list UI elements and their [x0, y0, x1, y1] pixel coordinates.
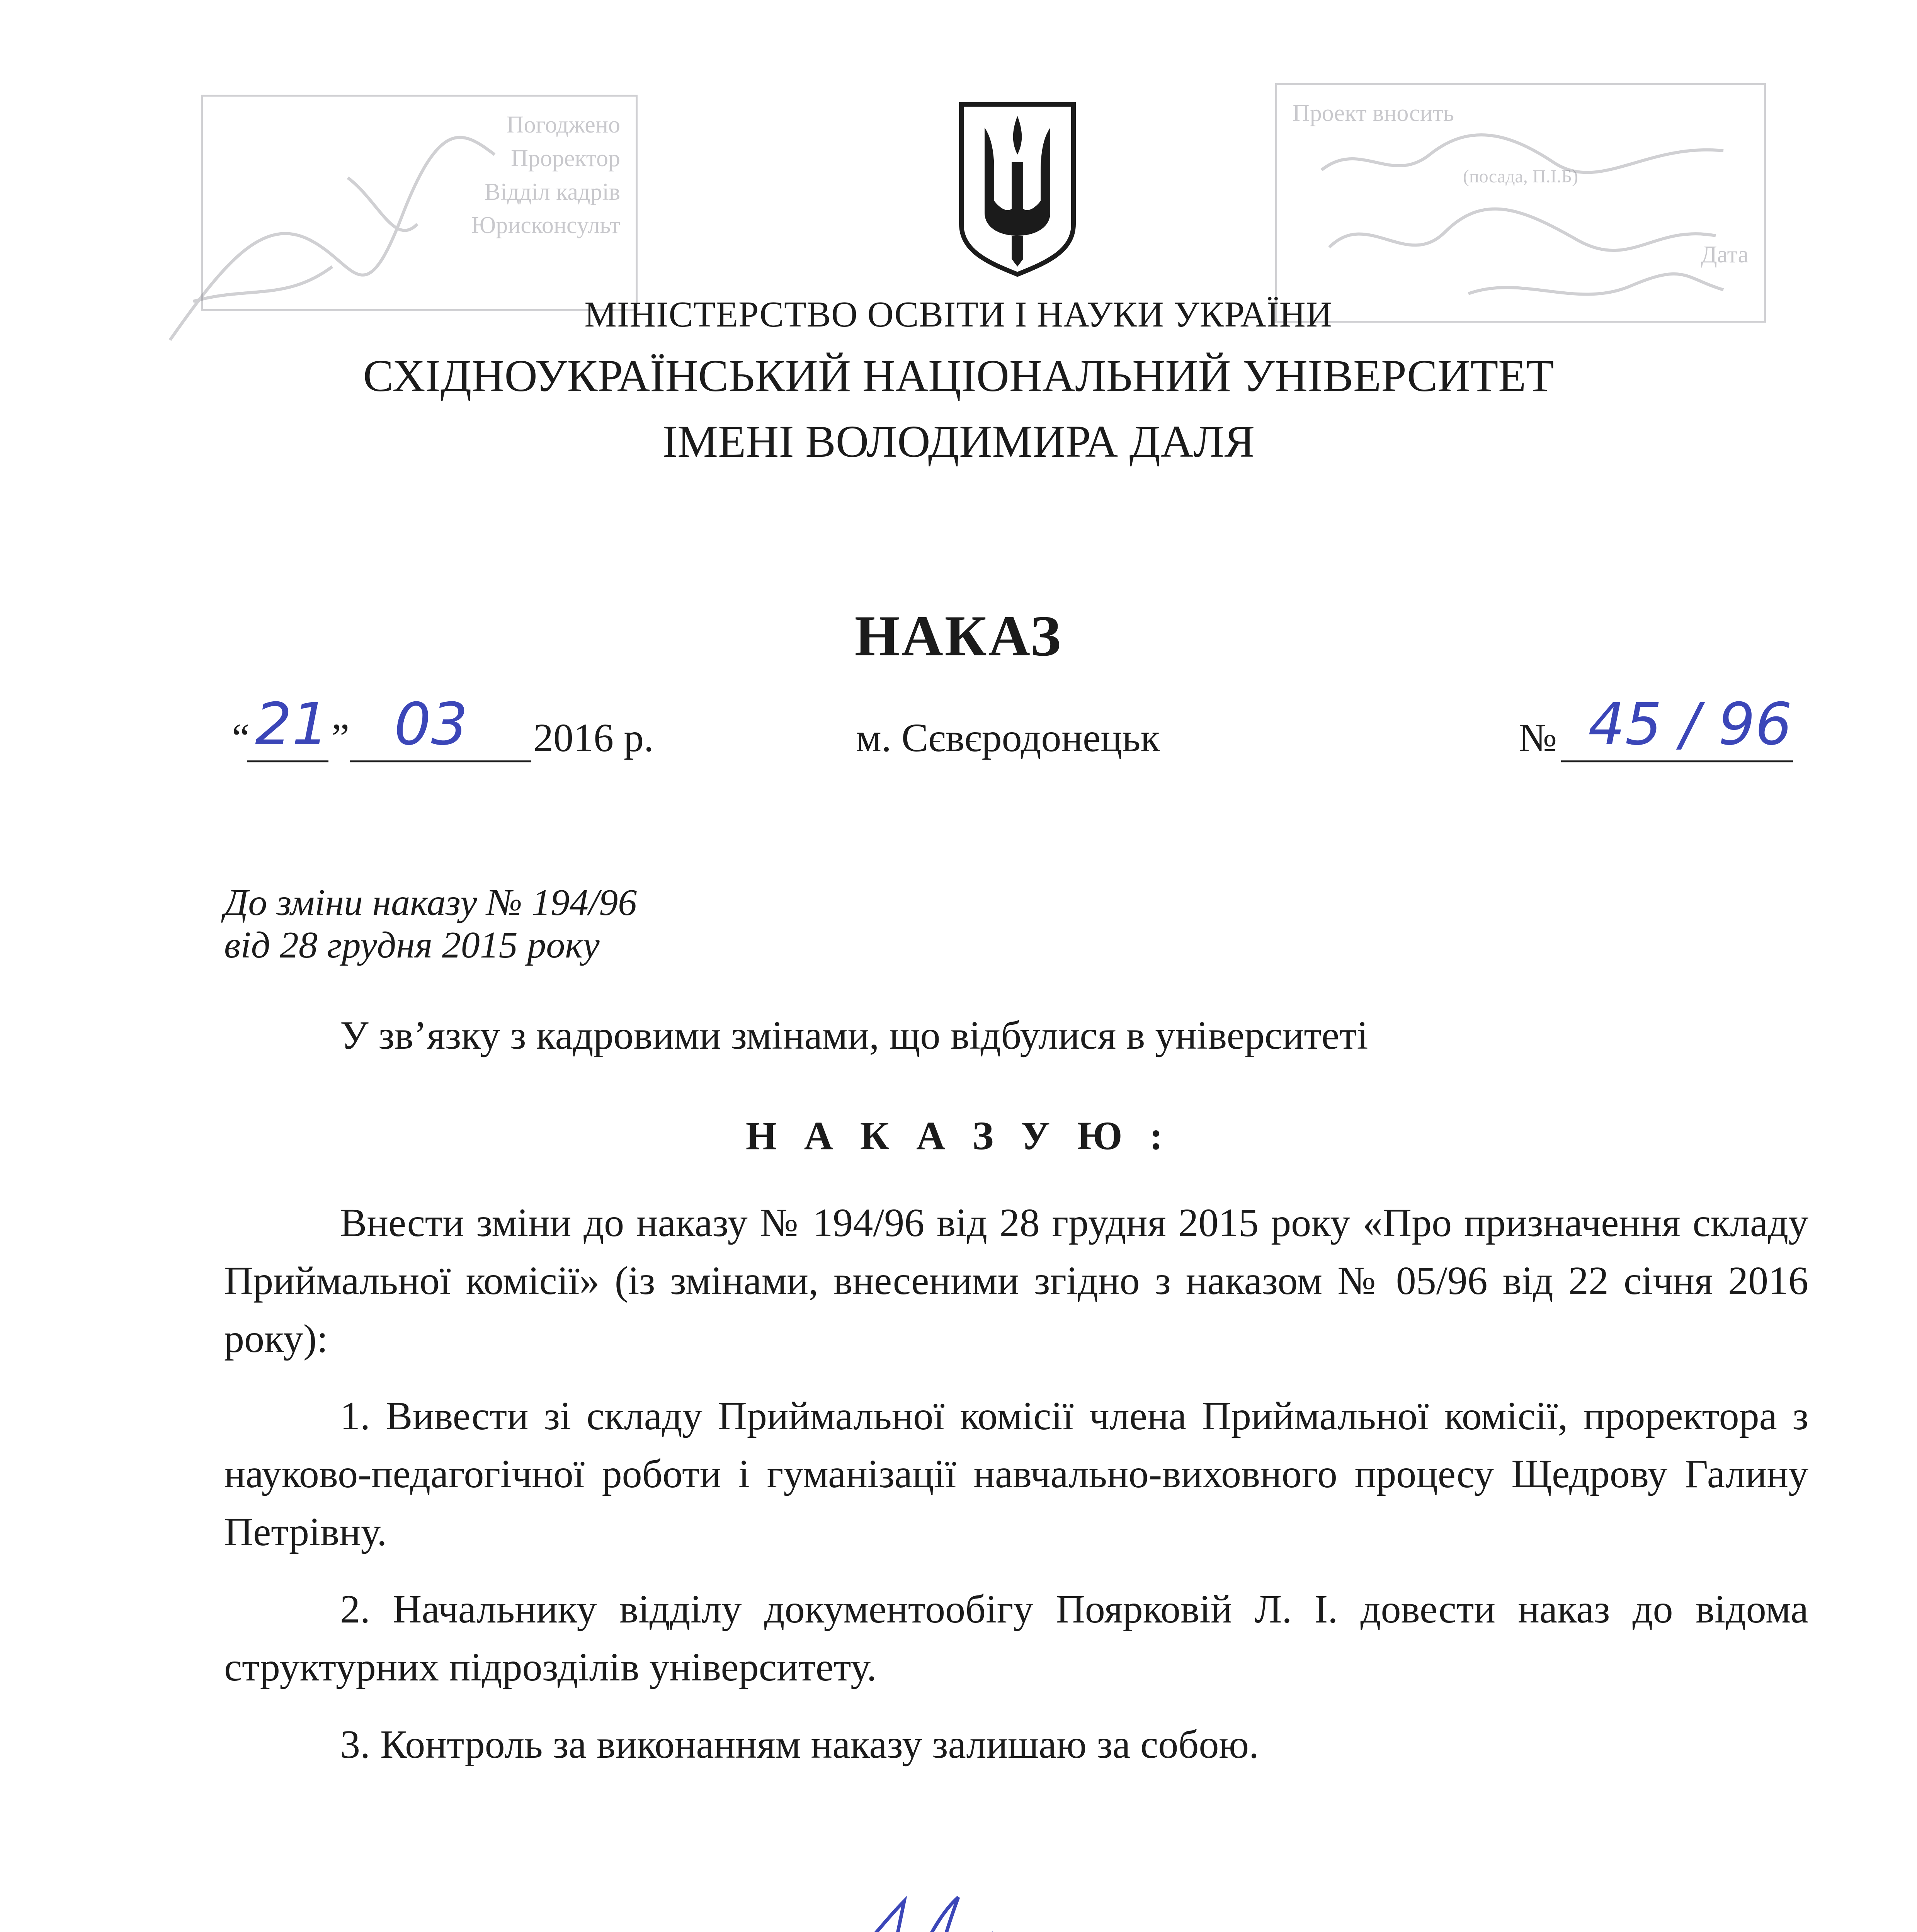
coat-of-arms-icon — [954, 97, 1081, 278]
city: м. Сєвєродонецьк — [856, 716, 1160, 760]
date-day-line — [247, 760, 328, 762]
reference-line1: До зміни наказу № 194/96 — [224, 882, 637, 923]
university-name-line2: ІМЕНІ ВОЛОДИМИРА ДАЛЯ — [662, 416, 1255, 467]
date-open-quote: “ — [232, 716, 250, 760]
stamp-line: (посада, П.І.Б) — [1463, 166, 1578, 187]
stamp-line: Погоджено — [506, 112, 620, 138]
order-number-line — [1561, 760, 1793, 762]
preamble: У зв’язку з кадровими змінами, що відбулися в університеті — [340, 1013, 1368, 1058]
stamp-line: Юрисконсульт — [471, 212, 620, 239]
stamp-line: Проректор — [511, 145, 620, 172]
date-day: 21 — [255, 691, 329, 758]
item-1: 1. Вивести зі складу Приймальної комісії члена Приймальної комісії, проректора з науково-педагогічної роботи і гуманізації навчально-виховного процесу Щедрову Галину Петрівну. — [224, 1394, 1808, 1554]
date-close-quote: ” — [332, 716, 350, 760]
item-2: 2. Начальнику відділу документообігу Поярковій Л. І. довести наказ до відома структурних підрозділів університету. — [224, 1587, 1808, 1689]
reference-line2: від 28 грудня 2015 року — [224, 924, 600, 966]
stamp-line: Відділ кадрів — [484, 179, 620, 205]
order-word: Н А К А З У Ю : — [745, 1114, 1172, 1158]
university-name-line1: СХІДНОУКРАЇНСЬКИЙ НАЦІОНАЛЬНИЙ УНІВЕРСИТЕТ — [363, 350, 1554, 401]
intro-paragraph: Внести зміни до наказу № 194/96 від 28 грудня 2015 року «Про призначення складу Приймальної комісії» (із змінами, внесеними згідно з наказом № 05/96 від 22 січня 2016 року): — [224, 1201, 1808, 1361]
date-year: 2016 р. — [533, 716, 654, 760]
item-3: 3. Контроль за виконанням наказу залишаю за собою. — [340, 1722, 1259, 1767]
stamp-line: Проект вносить — [1293, 100, 1454, 126]
ministry-name: МІНІСТЕРСТВО ОСВІТИ І НАУКИ УКРАЇНИ — [584, 294, 1333, 335]
handwritten-signature — [757, 1878, 1105, 1932]
document-title: НАКАЗ — [854, 604, 1063, 668]
date-month-line — [350, 760, 531, 762]
stamp-line: Дата — [1701, 241, 1749, 268]
date-month: 03 — [394, 691, 468, 758]
order-dateline — [0, 691, 1917, 792]
order-number-prefix: № — [1519, 716, 1557, 760]
order-number: 45 / 96 — [1588, 691, 1792, 758]
stamp-handwriting-right — [1306, 108, 1750, 325]
